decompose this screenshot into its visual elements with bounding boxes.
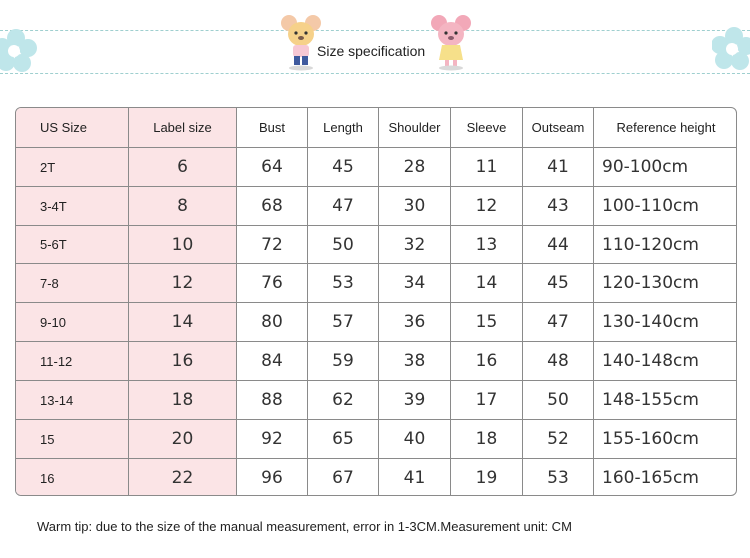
table-row	[16, 263, 737, 302]
table-row	[16, 341, 737, 380]
koala-girl-icon	[430, 12, 472, 72]
header-banner	[0, 0, 750, 80]
reference-height-cell: 155-160cm	[593, 420, 737, 458]
table-header-row	[16, 108, 737, 147]
reference-height-cell: 110-120cm	[593, 226, 737, 263]
shoulder-cell: 28	[378, 148, 450, 186]
bust-cell: 88	[236, 381, 307, 419]
koala-boy-icon	[280, 12, 322, 72]
bust-cell: 80	[236, 303, 307, 341]
shoulder-cell: 40	[378, 420, 450, 458]
reference-height-cell: 140-148cm	[593, 342, 737, 380]
table-row	[16, 302, 737, 341]
shoulder-cell: 34	[378, 264, 450, 302]
reference-height-cell: 130-140cm	[593, 303, 737, 341]
dashed-line-top	[0, 30, 750, 31]
flower-right-icon	[712, 26, 750, 72]
bust-cell: 84	[236, 342, 307, 380]
header-bust: Bust	[236, 108, 307, 147]
label-size-cell: 14	[128, 303, 236, 341]
page-title: Size specification	[317, 43, 426, 59]
length-cell: 47	[307, 187, 378, 225]
sleeve-cell: 16	[450, 342, 522, 380]
sleeve-cell: 11	[450, 148, 522, 186]
outseam-cell: 53	[522, 459, 593, 496]
bust-cell: 68	[236, 187, 307, 225]
outseam-cell: 50	[522, 381, 593, 419]
label-size-cell: 20	[128, 420, 236, 458]
sleeve-cell: 18	[450, 420, 522, 458]
header-sleeve: Sleeve	[450, 108, 522, 147]
shoulder-cell: 39	[378, 381, 450, 419]
length-cell: 67	[307, 459, 378, 496]
label-size-cell: 22	[128, 459, 236, 496]
length-cell: 45	[307, 148, 378, 186]
outseam-cell: 48	[522, 342, 593, 380]
outseam-cell: 44	[522, 226, 593, 263]
length-cell: 50	[307, 226, 378, 263]
sleeve-cell: 19	[450, 459, 522, 496]
outseam-cell: 41	[522, 148, 593, 186]
us-size-cell: 3-4T	[16, 187, 128, 225]
outseam-cell: 43	[522, 187, 593, 225]
us-size-cell: 16	[16, 459, 128, 496]
table-row	[16, 147, 737, 186]
header-us-size: US Size	[16, 108, 128, 147]
outseam-cell: 52	[522, 420, 593, 458]
header-outseam: Outseam	[522, 108, 593, 147]
outseam-cell: 45	[522, 264, 593, 302]
outseam-cell: 47	[522, 303, 593, 341]
size-table	[15, 107, 737, 496]
label-size-cell: 18	[128, 381, 236, 419]
bust-cell: 76	[236, 264, 307, 302]
reference-height-cell: 148-155cm	[593, 381, 737, 419]
shoulder-cell: 30	[378, 187, 450, 225]
table-row	[16, 380, 737, 419]
bust-cell: 96	[236, 459, 307, 496]
sleeve-cell: 13	[450, 226, 522, 263]
flower-left-icon	[0, 28, 38, 74]
length-cell: 53	[307, 264, 378, 302]
us-size-cell: 13-14	[16, 381, 128, 419]
reference-height-cell: 120-130cm	[593, 264, 737, 302]
warm-tip-text: Warm tip: due to the size of the manual measurement, error in 1-3CM.Measurement unit: CM	[37, 519, 572, 534]
sleeve-cell: 17	[450, 381, 522, 419]
table-row	[16, 458, 737, 496]
header-reference-height: Reference height	[593, 108, 737, 147]
shoulder-cell: 32	[378, 226, 450, 263]
shoulder-cell: 36	[378, 303, 450, 341]
us-size-cell: 2T	[16, 148, 128, 186]
reference-height-cell: 100-110cm	[593, 187, 737, 225]
table-row	[16, 186, 737, 225]
dashed-line-bottom	[0, 73, 750, 74]
sleeve-cell: 12	[450, 187, 522, 225]
table-row	[16, 419, 737, 458]
label-size-cell: 10	[128, 226, 236, 263]
shoulder-cell: 41	[378, 459, 450, 496]
header-shoulder: Shoulder	[378, 108, 450, 147]
length-cell: 62	[307, 381, 378, 419]
us-size-cell: 11-12	[16, 342, 128, 380]
label-size-cell: 12	[128, 264, 236, 302]
label-size-cell: 16	[128, 342, 236, 380]
reference-height-cell: 160-165cm	[593, 459, 737, 496]
us-size-cell: 5-6T	[16, 226, 128, 263]
us-size-cell: 9-10	[16, 303, 128, 341]
table-row	[16, 225, 737, 263]
us-size-cell: 15	[16, 420, 128, 458]
header-label-size: Label size	[128, 108, 236, 147]
label-size-cell: 6	[128, 148, 236, 186]
length-cell: 57	[307, 303, 378, 341]
label-size-cell: 8	[128, 187, 236, 225]
reference-height-cell: 90-100cm	[593, 148, 737, 186]
sleeve-cell: 15	[450, 303, 522, 341]
bust-cell: 92	[236, 420, 307, 458]
shoulder-cell: 38	[378, 342, 450, 380]
length-cell: 59	[307, 342, 378, 380]
sleeve-cell: 14	[450, 264, 522, 302]
header-length: Length	[307, 108, 378, 147]
us-size-cell: 7-8	[16, 264, 128, 302]
bust-cell: 64	[236, 148, 307, 186]
bust-cell: 72	[236, 226, 307, 263]
length-cell: 65	[307, 420, 378, 458]
